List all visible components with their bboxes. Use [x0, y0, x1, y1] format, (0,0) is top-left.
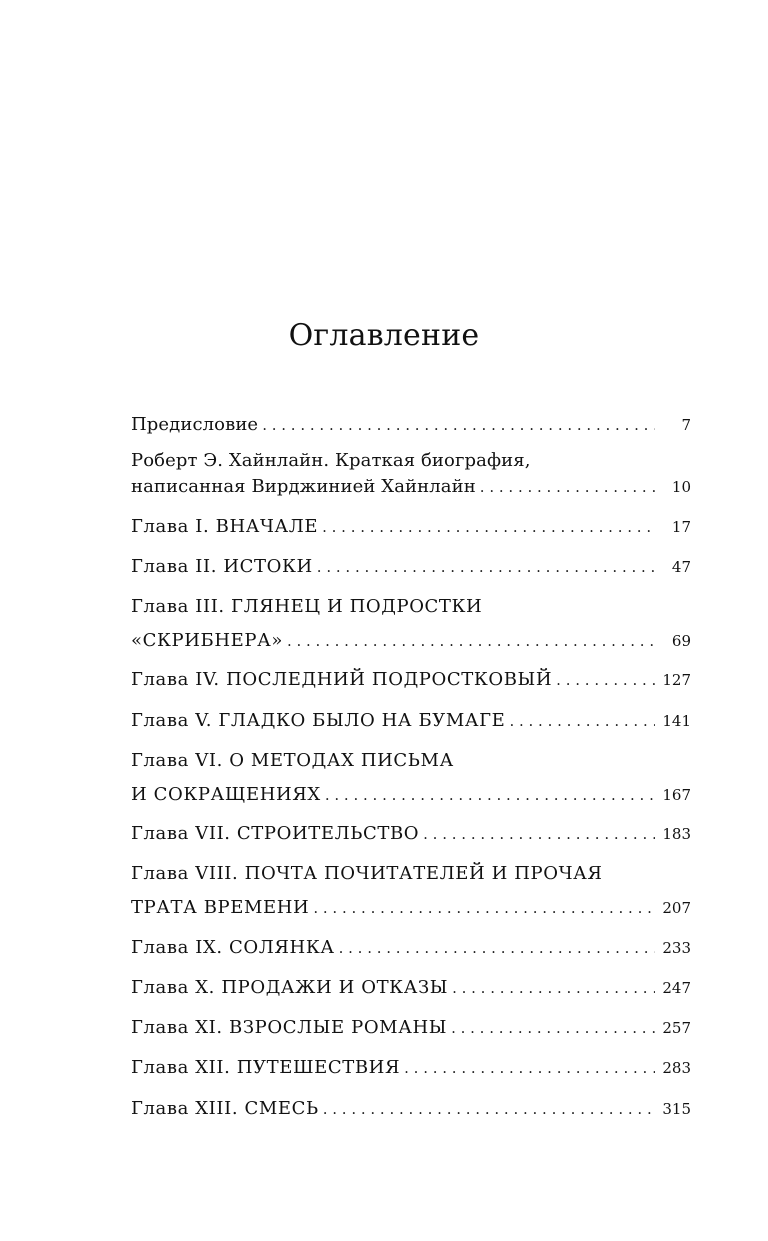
toc-page-number: 141 — [662, 712, 691, 730]
toc-page-number: 10 — [671, 478, 691, 496]
toc-entry[interactable] — [131, 1013, 691, 1043]
dot-leader — [451, 1013, 655, 1043]
toc-page-number: 183 — [662, 825, 691, 843]
toc-entry[interactable] — [131, 665, 691, 695]
toc-entry-title: Глава XIII. СМЕСЬ — [131, 1098, 319, 1119]
dot-leader — [262, 410, 655, 440]
toc-page-number: 315 — [662, 1100, 691, 1118]
toc-page-number: 17 — [671, 518, 691, 536]
toc-page-number: 247 — [662, 979, 691, 997]
toc-entry-title: Глава IV. ПОСЛЕДНИЙ ПОДРОСТКОВЫЙ — [131, 669, 553, 690]
dot-leader — [325, 780, 655, 810]
toc-entry-title: Глава IX. СОЛЯНКА — [131, 937, 335, 958]
toc-page-number: 283 — [662, 1059, 691, 1077]
dot-leader — [556, 665, 655, 695]
toc-page-number: 69 — [671, 632, 691, 650]
toc-entry[interactable] — [131, 552, 691, 582]
dot-leader — [509, 706, 655, 736]
toc-entry[interactable] — [131, 1053, 691, 1083]
toc-page-number: 233 — [662, 939, 691, 957]
dot-leader — [480, 472, 655, 502]
toc-page-number: 167 — [662, 786, 691, 804]
toc-entry[interactable] — [131, 410, 691, 440]
toc-entry[interactable] — [131, 859, 691, 889]
toc-entry[interactable] — [131, 973, 691, 1003]
toc-entry-continuation[interactable] — [131, 780, 691, 810]
toc-entry-title: И СОКРАЩЕНИЯХ — [131, 784, 321, 805]
toc-list — [131, 0, 691, 1241]
toc-entry[interactable] — [131, 933, 691, 963]
dot-leader — [404, 1053, 655, 1083]
toc-entry-title: Глава VIII. ПОЧТА ПОЧИТАТЕЛЕЙ И ПРОЧАЯ — [131, 863, 603, 884]
toc-entry-continuation[interactable] — [131, 893, 691, 923]
dot-leader — [287, 626, 655, 656]
dot-leader — [423, 819, 655, 849]
toc-entry[interactable] — [131, 512, 691, 542]
dot-leader — [317, 552, 655, 582]
toc-page-number: 47 — [671, 558, 691, 576]
toc-entry-title: Глава V. ГЛАДКО БЫЛО НА БУМАГЕ — [131, 710, 506, 731]
toc-page-number: 127 — [662, 671, 691, 689]
toc-entry-title: Глава X. ПРОДАЖИ И ОТКАЗЫ — [131, 977, 449, 998]
toc-entry-title: Предисловие — [131, 414, 259, 435]
page-title: Оглавление — [288, 318, 480, 353]
toc-entry-title: «СКРИБНЕРА» — [131, 630, 283, 651]
dot-leader — [313, 893, 655, 923]
toc-page-number: 7 — [681, 416, 691, 434]
toc-entry-title: Глава II. ИСТОКИ — [131, 556, 313, 577]
toc-entry-title: Роберт Э. Хайнлайн. Краткая биография, — [131, 450, 531, 471]
toc-entry-title: Глава VI. О МЕТОДАХ ПИСЬМА — [131, 750, 454, 771]
toc-entry-title: ТРАТА ВРЕМЕНИ — [131, 897, 310, 918]
dot-leader — [323, 1094, 655, 1124]
toc-entry-continuation[interactable] — [131, 626, 691, 656]
toc-entry[interactable] — [131, 706, 691, 736]
toc-entry-title: Глава VII. СТРОИТЕЛЬСТВО — [131, 823, 420, 844]
toc-entry-title: Глава I. ВНАЧАЛЕ — [131, 516, 319, 537]
toc-entry[interactable] — [131, 746, 691, 776]
toc-entry-title: Глава XI. ВЗРОСЛЫЕ РОМАНЫ — [131, 1017, 448, 1038]
toc-page-number: 207 — [662, 899, 691, 917]
toc-entry[interactable] — [131, 592, 691, 622]
toc-entry[interactable] — [131, 819, 691, 849]
dot-leader — [322, 512, 655, 542]
toc-page-number: 257 — [662, 1019, 691, 1037]
toc-entry-continuation[interactable] — [131, 472, 691, 502]
toc-entry-title: Глава III. ГЛЯНЕЦ И ПОДРОСТКИ — [131, 596, 483, 617]
toc-entry-title: Глава XII. ПУТЕШЕСТВИЯ — [131, 1057, 401, 1078]
dot-leader — [452, 973, 655, 1003]
toc-entry[interactable] — [131, 1094, 691, 1124]
dot-leader — [339, 933, 655, 963]
toc-entry-title: написанная Вирджинией Хайнлайн — [131, 476, 476, 497]
